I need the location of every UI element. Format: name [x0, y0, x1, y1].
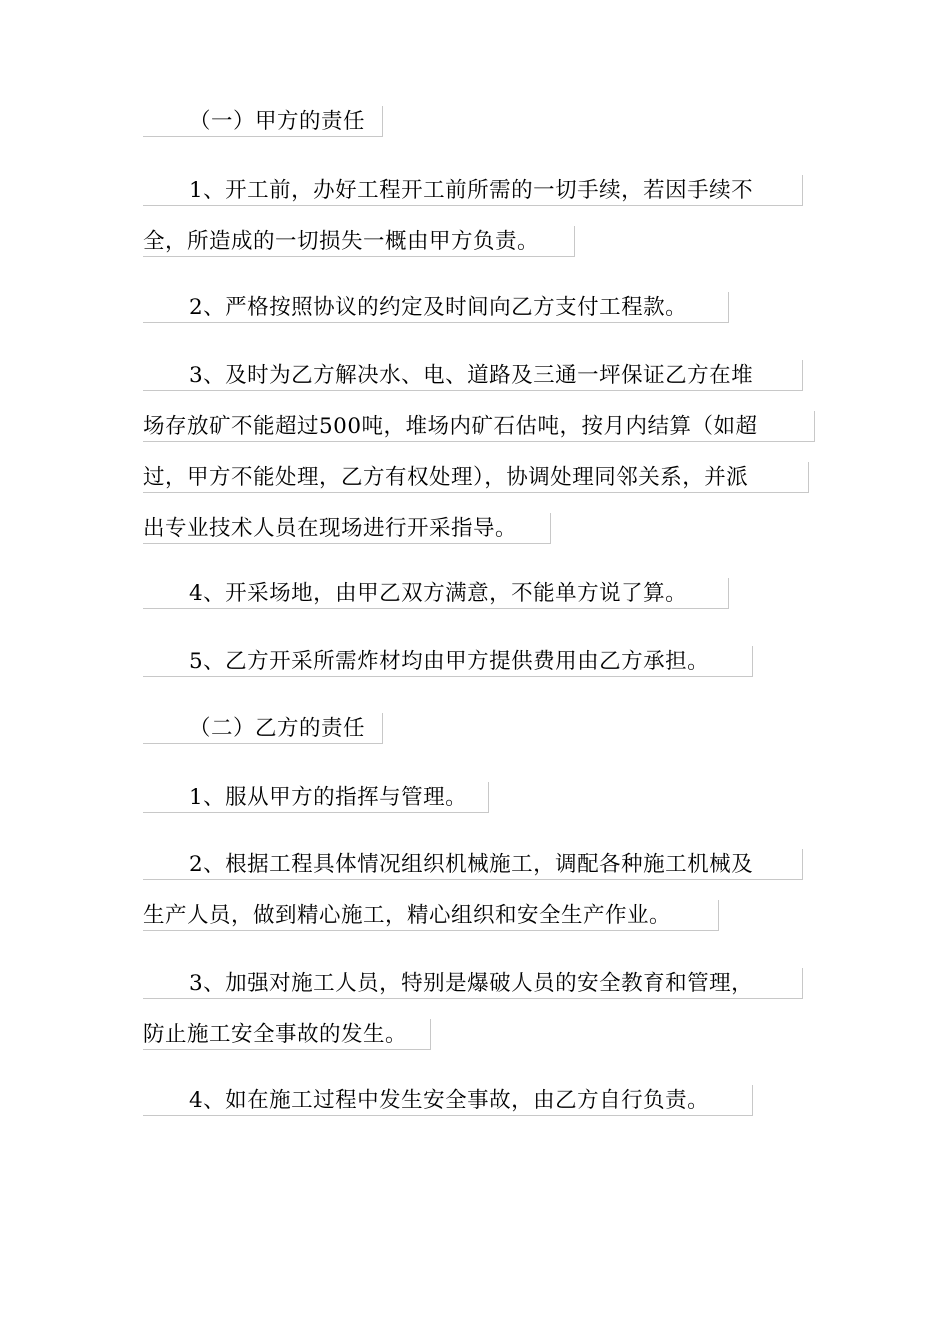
text-line: 出专业技术人员在现场进行开采指导。 — [143, 513, 551, 544]
text-line: 1、服从甲方的指挥与管理。 — [143, 782, 489, 813]
paragraph-b2 — [143, 849, 803, 931]
text-line: 生产人员，做到精心施工，精心组织和安全生产作业。 — [143, 900, 719, 931]
text-line: 5、乙方开采所需炸材均由甲方提供费用由乙方承担。 — [143, 646, 753, 677]
text-line: 3、加强对施工人员，特别是爆破人员的安全教育和管理， — [143, 968, 803, 999]
section-heading-party-a — [143, 106, 383, 137]
text-line: 防止施工安全事故的发生。 — [143, 1019, 431, 1050]
text-line: 场存放矿不能超过500吨，堆场内矿石估吨，按月内结算（如超 — [143, 411, 815, 442]
text-line: 全，所造成的一切损失一概由甲方负责。 — [143, 226, 575, 257]
paragraph-b4 — [143, 1085, 753, 1116]
paragraph-a4 — [143, 578, 729, 609]
text-line: 3、及时为乙方解决水、电、道路及三通一坪保证乙方在堆 — [143, 360, 803, 391]
paragraph-a2 — [143, 292, 729, 323]
heading-line: （一）甲方的责任 — [143, 106, 383, 137]
text-line: 4、如在施工过程中发生安全事故，由乙方自行负责。 — [143, 1085, 753, 1116]
paragraph-a3 — [143, 360, 815, 544]
section-heading-party-b — [143, 713, 383, 744]
text-line: 2、根据工程具体情况组织机械施工，调配各种施工机械及 — [143, 849, 803, 880]
text-line: 4、开采场地，由甲乙双方满意，不能单方说了算。 — [143, 578, 729, 609]
paragraph-a5 — [143, 646, 753, 677]
text-line: 过，甲方不能处理，乙方有权处理），协调处理同邻关系，并派 — [143, 462, 809, 493]
paragraph-b3 — [143, 968, 803, 1050]
text-line: 1、开工前，办好工程开工前所需的一切手续，若因手续不 — [143, 175, 803, 206]
paragraph-b1 — [143, 782, 489, 813]
paragraph-a1 — [143, 175, 803, 257]
text-line: 2、严格按照协议的约定及时间向乙方支付工程款。 — [143, 292, 729, 323]
heading-line: （二）乙方的责任 — [143, 713, 383, 744]
